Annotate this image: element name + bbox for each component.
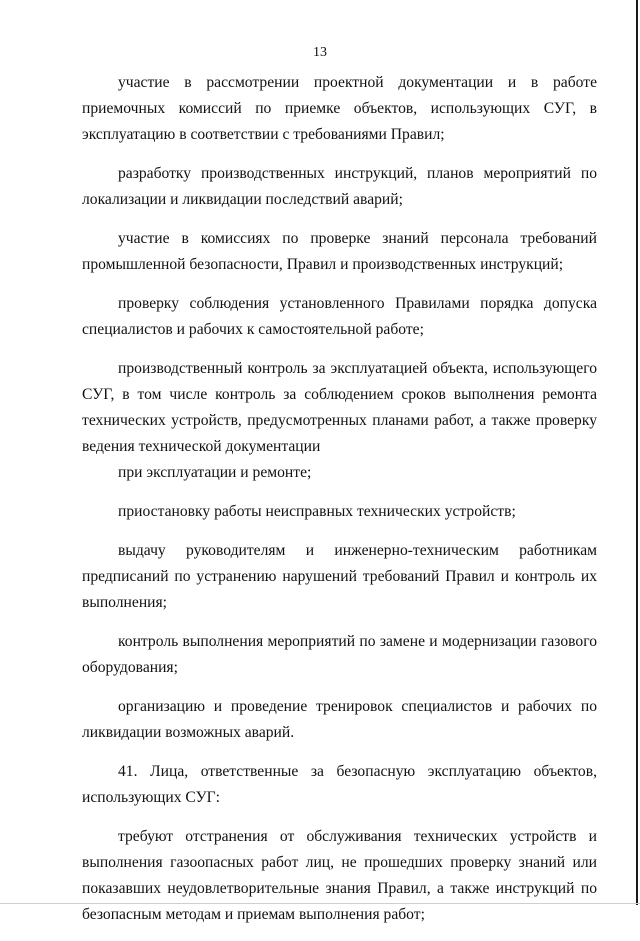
paragraph: участие в рассмотрении проектной документации и в работе приемочных комиссий по приемке объектов, использующих СУГ, в эксплуатацию в соответствии с требованиями Правил; [82,74,597,143]
paragraph: 41. Лица, ответственные за безопасную эксплуатацию объектов, использующих СУГ: [82,763,597,806]
paragraph: контроль выполнения мероприятий по замене и модернизации газового оборудования; [82,633,597,676]
paragraph: требуют отстранения от обслуживания технических устройств и выполнения газоопасных работ лиц, не прошедших проверку знаний или показавших неудовлетворительные знания Правил, а также инструкций по безопасным методам и приемам выполнения работ; [82,828,597,923]
paragraph: проверку соблюдения установленного Правилами порядка допуска специалистов и рабочих к самостоятельной работе; [82,295,597,338]
paragraph: разработку производственных инструкций, планов мероприятий по локализации и ликвидации последствий аварий; [82,165,597,208]
paragraph: производственный контроль за эксплуатацией объекта, использующего СУГ, в том числе контроль за соблюдением сроков выполнения ремонта технических устройств, предусмотренных планами работ, а также проверку ведения технической документации [82,360,597,455]
paragraph: при эксплуатации и ремонте; [118,464,312,481]
paragraph: организацию и проведение тренировок специалистов и рабочих по ликвидации возможных аварий. [82,698,597,741]
scan-edge-right [636,0,638,905]
document-body [82,70,597,941]
paragraph: выдачу руководителям и инженерно-техническим работникам предписаний по устранению нарушений требований Правил и контроль их выполнения; [82,542,597,611]
paragraph: приостановку работы неисправных технических устройств; [118,503,516,520]
page-number: 13 [313,45,327,60]
paragraph: участие в комиссиях по проверке знаний персонала требований промышленной безопасности, Правил и производственных инструкций; [82,230,597,273]
